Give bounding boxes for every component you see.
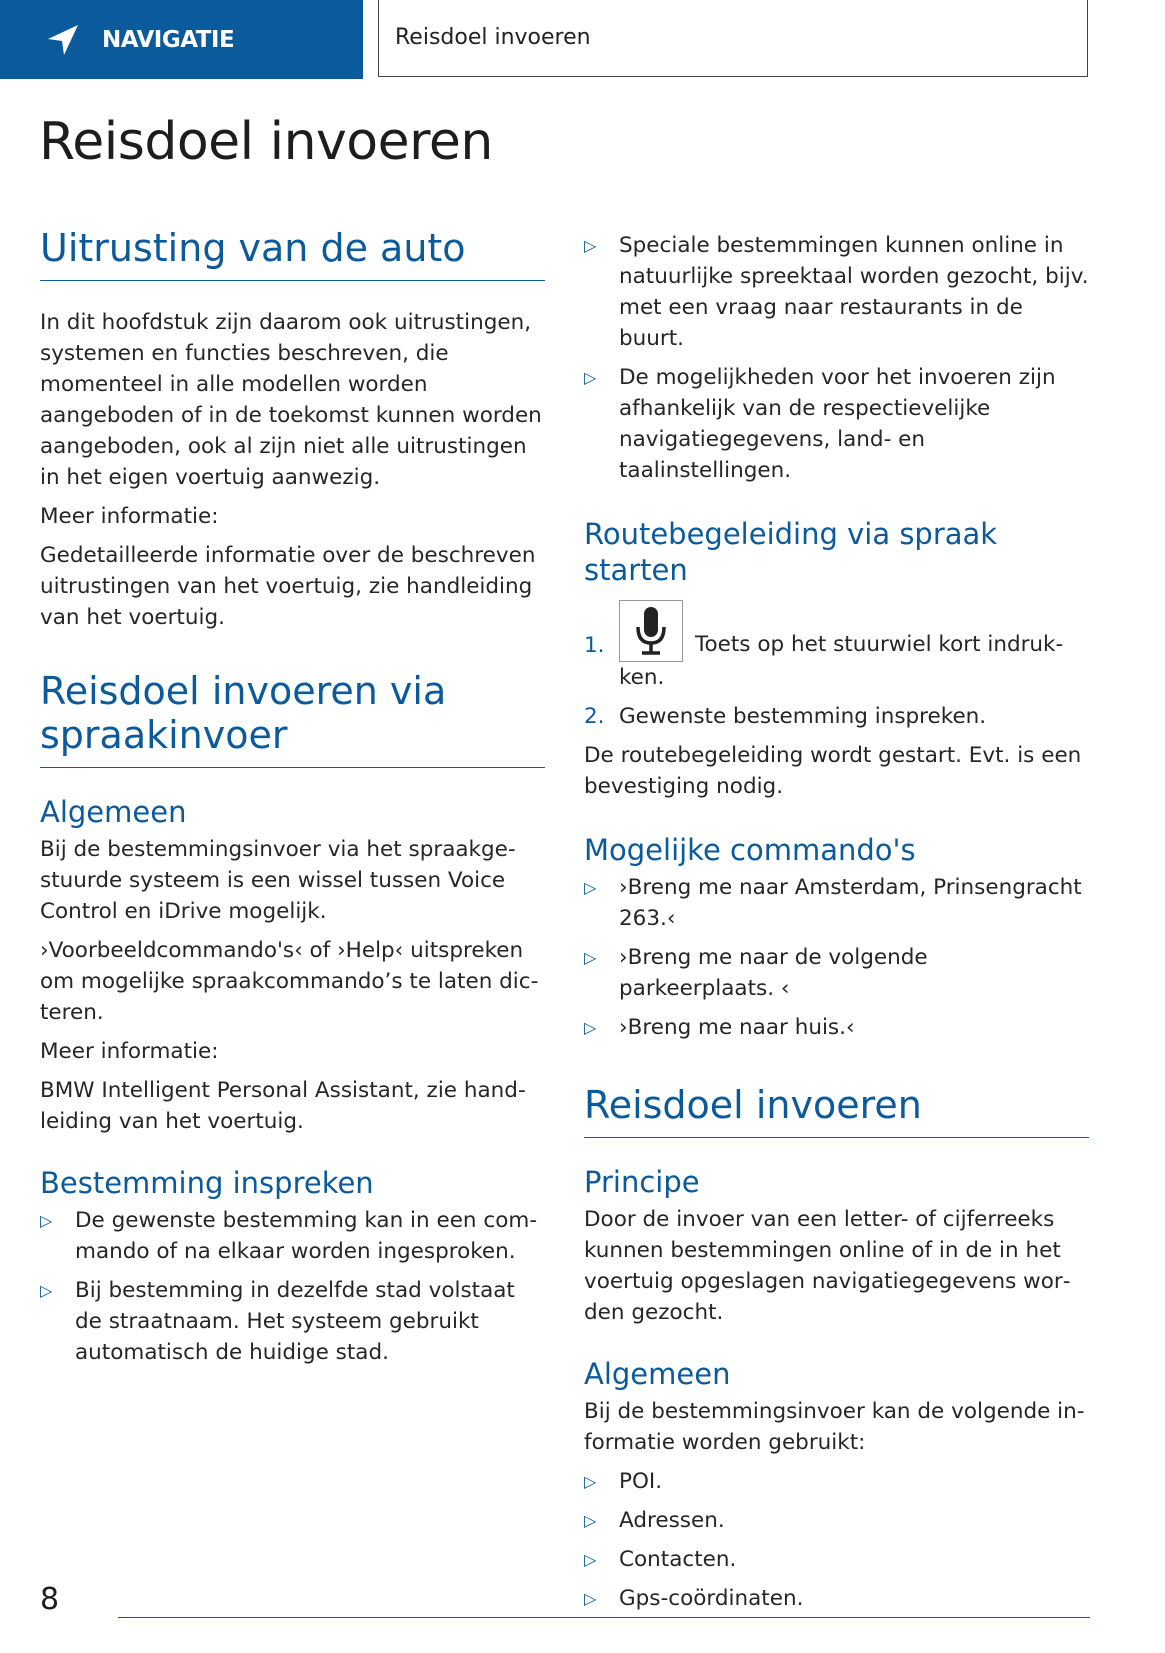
command-list [584, 872, 1089, 1043]
triangle-bullet-icon: ▷ [584, 1018, 597, 1037]
page-number: 8 [40, 1582, 60, 1617]
heading-commandos: Mogelijke commando's [584, 833, 916, 867]
paragraph: Meer informatie: [40, 1039, 219, 1064]
list-item: ▷ Bij bestemming in dezelfde stad volstaat de straatnaam. Het systeem gebruikt automatisch de huidige stad. [40, 1275, 545, 1368]
paragraph: ›Voorbeeldcommando's‹ of ›Help‹ uitspreken om mogelijke spraakcommando’s te laten dicteren. [40, 938, 539, 1025]
paragraph: Bij de bestemmingsinvoer via het spraakgestuurde systeem is een wissel tussen Voice Control en iDrive mogelijk. [40, 837, 516, 924]
triangle-bullet-icon: ▷ [584, 1589, 597, 1608]
step-item: 1. Toets op het stuurwiel kort indrukken. [584, 600, 1089, 693]
heading-reisdoel-invoeren: Reisdoel invoeren [584, 1083, 1089, 1138]
breadcrumb: Reisdoel invoeren [378, 0, 1088, 77]
list-item: ▷ Gps-coördinaten. [584, 1583, 1089, 1614]
list-item: ▷ ›Breng me naar de volgende parkeerplaats. ‹ [584, 942, 1089, 1004]
paragraph: Gedetailleerde informatie over de beschreven uitrustingen van het voertuig, zie handleiding van het voertuig. [40, 543, 536, 630]
bullet-list [40, 1205, 545, 1368]
heading-bestemming: Bestemming inspreken [40, 1166, 374, 1200]
section-tab [0, 0, 363, 79]
heading-principe: Principe [584, 1165, 700, 1199]
right-column [584, 230, 1089, 1622]
page-title: Reisdoel invoeren [39, 112, 493, 172]
list-item: ▷ ›Breng me naar Amsterdam, Prinsengracht 263.‹ [584, 872, 1089, 934]
list-item: ▷ Adressen. [584, 1505, 1089, 1536]
left-column [40, 226, 545, 1376]
triangle-bullet-icon: ▷ [584, 1550, 597, 1569]
paragraph: BMW Intelligent Personal Assistant, zie handleiding van het voertuig. [40, 1078, 526, 1134]
bullet-list [584, 1466, 1089, 1614]
list-item: ▷ Contacten. [584, 1544, 1089, 1575]
heading-algemeen: Algemeen [40, 795, 187, 829]
step-item: 2. Gewenste bestemming inspreken. [584, 704, 987, 729]
triangle-bullet-icon: ▷ [40, 1211, 53, 1230]
triangle-bullet-icon: ▷ [584, 236, 597, 255]
steps-list [584, 600, 1089, 732]
paragraph: Door de invoer van een letter- of cijferreeks kunnen bestemmingen online of in de in het voertuig opgeslagen navigatiegegevens worden gezocht. [584, 1207, 1071, 1325]
paragraph: Bij de bestemmingsinvoer kan de volgende informatie worden gebruikt: [584, 1399, 1085, 1455]
triangle-bullet-icon: ▷ [584, 878, 597, 897]
list-item: ▷ ›Breng me naar huis.‹ [584, 1012, 1089, 1043]
footer-divider [118, 1617, 1090, 1618]
triangle-bullet-icon: ▷ [584, 1472, 597, 1491]
triangle-bullet-icon: ▷ [584, 948, 597, 967]
paragraph: In dit hoofdstuk zijn daarom ook uitrustingen, systemen en functies beschreven, die momenteel in alle modellen worden aangeboden of in de toekomst kunnen worden aangeboden, ook al zijn niet alle uitrustingen in het eigen voertuig aanwezig. [40, 310, 542, 490]
list-item: ▷ De gewenste bestemming kan in een commando of na elkaar worden ingesproken. [40, 1205, 545, 1267]
heading-route: Routebegeleiding via spraak starten [584, 517, 998, 587]
list-item: ▷ POI. [584, 1466, 1089, 1497]
section-title: NAVIGATIE [102, 26, 235, 53]
microphone-button-icon [619, 600, 683, 662]
triangle-bullet-icon: ▷ [584, 1511, 597, 1530]
heading-uitrusting: Uitrusting van de auto [40, 226, 545, 281]
heading-spraakinvoer: Reisdoel invoeren via spraakinvoer [40, 669, 545, 768]
paragraph: De routebegeleiding wordt gestart. Evt. is een bevestiging nodig. [584, 743, 1082, 799]
navigation-arrow-icon [46, 23, 80, 57]
list-item: ▷ De mogelijkheden voor het invoeren zijn afhankelijk van de respectievelijke navigatiegegevens, land- en taalinstellingen. [584, 362, 1089, 486]
list-item: ▷ Speciale bestemmingen kunnen online in natuurlijke spreektaal worden gezocht, bijv. met een vraag naar restaurants in de buurt. [584, 230, 1089, 354]
triangle-bullet-icon: ▷ [40, 1281, 53, 1300]
paragraph: Meer informatie: [40, 504, 219, 529]
bullet-list [584, 230, 1089, 486]
triangle-bullet-icon: ▷ [584, 368, 597, 387]
heading-algemeen: Algemeen [584, 1357, 731, 1391]
